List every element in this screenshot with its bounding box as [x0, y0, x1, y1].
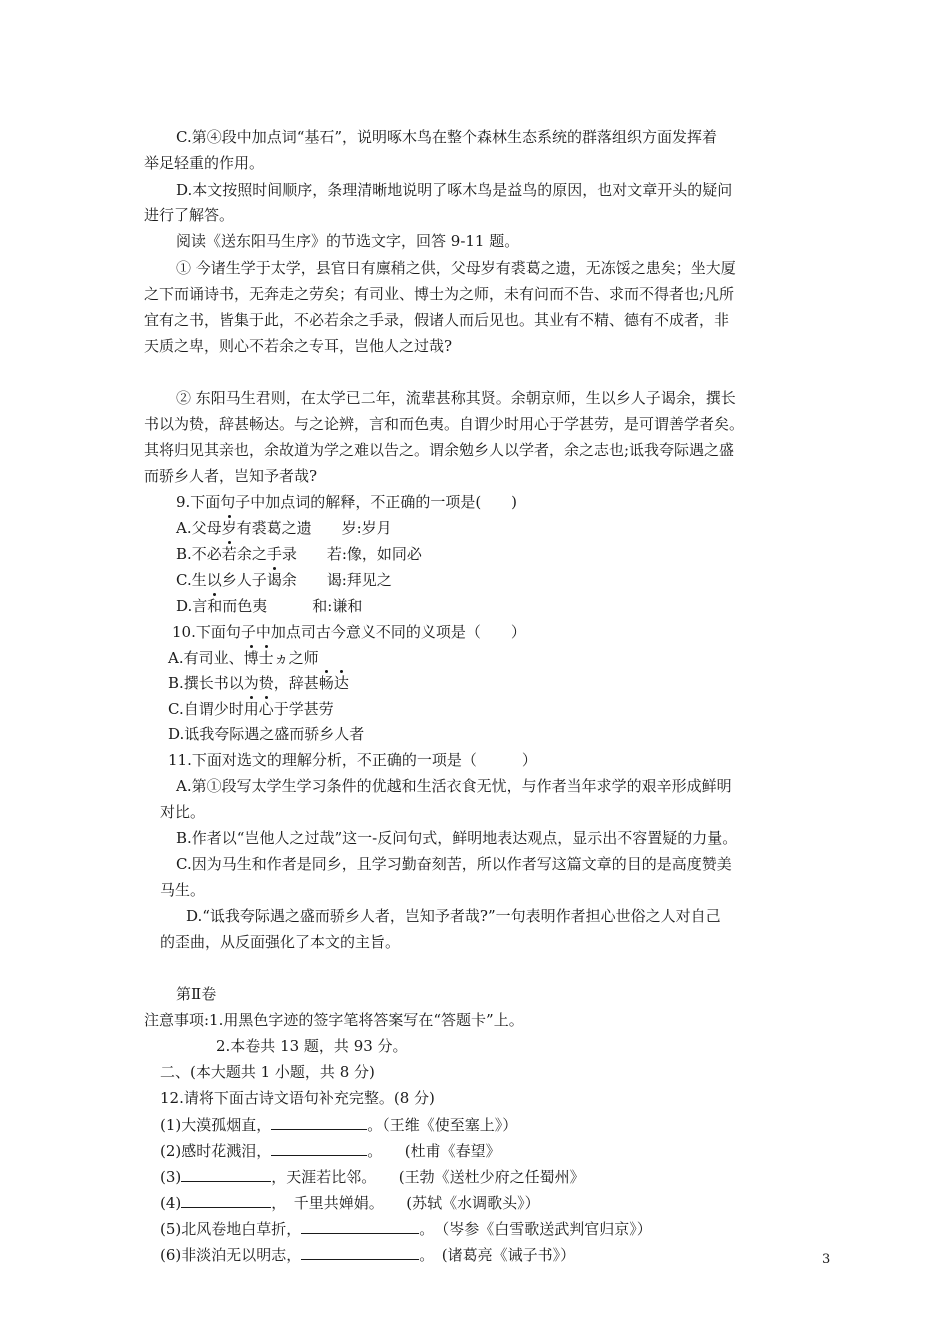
q9-option-a: A.父母岁有裘葛之遗 岁:岁月 [176, 519, 392, 537]
q10-option-b: B.撰长书以为贽，辞甚畅达 [168, 674, 349, 692]
q11-option-a-line1: A.第①段写太学生学习条件的优越和生活衣食无忧，与作者当年求学的艰辛形成鲜明 [176, 777, 732, 795]
page-number: 3 [822, 1252, 831, 1267]
q9-option-b: B.不必若余之手录 若:像，如同必 [176, 545, 422, 563]
q10-option-a: A.有司业、博士ヵ之师 [168, 649, 319, 667]
answer-blank-2[interactable] [271, 1140, 367, 1156]
q12-line-4: (4) ， 千里共婵娟。 (苏轼《水调歌头》） [160, 1194, 540, 1212]
passage-para2-line3: 其将归见其亲也，余故道为学之难以告之。谓余勉乡人以学者，余之志也;诋我夸际遇之盛 [144, 441, 735, 459]
q10-option-c: C.自谓少时用心于学甚劳 [168, 700, 334, 718]
q12-line-5: (5)北风卷地白草折， 。 （岑参《白雪歌送武判官归京》） [160, 1220, 652, 1238]
answer-blank-3[interactable] [181, 1166, 271, 1182]
q9-stem: 9.下面句子中加点词的解释，不正确的一项是( ) [176, 493, 518, 511]
q10-stem: 10.下面句子中加点司古今意义不同的义项是（ ） [172, 623, 526, 641]
passage-para2-line1: ② 东阳马生君则，在太学已二年，流辈甚称其贤。余朝京师，生以乡人子谒余，撰长 [176, 389, 736, 407]
q11-option-d-line1: D.“诋我夸际遇之盛而骄乡人者，岂知予者哉?”一句表明作者担心世俗之人对自己 [186, 907, 721, 925]
passage-para1-line3: 宜有之书，皆集于此，不必若余之手录，假诸人而后见也。其业有不精、德有不成者，非 [144, 311, 730, 329]
q11-option-c-line2: 马生。 [160, 881, 206, 899]
reading-intro: 阅读《送东阳马生序》的节选文字，回答 9-11 题。 [176, 232, 520, 250]
passage-para1-line4: 天质之卑，则心不若余之专耳，岂他人之过哉? [144, 337, 453, 355]
q11-option-b: B.作者以“岂他人之过哉”这一-反问句式，鲜明地表达观点，显示出不容置疑的力量。 [176, 829, 738, 847]
answer-blank-1[interactable] [271, 1114, 367, 1130]
part2-note-1: 注意事项:1.用黑色字迹的签字笔将答案写在“答题卡”上。 [144, 1011, 524, 1029]
answer-blank-6[interactable] [301, 1244, 419, 1260]
q8-option-c-line1: C.第④段中加点词“基石”，说明啄木鸟在整个森林生态系统的群落组织方面发挥着 [176, 128, 718, 146]
q8-option-d-line1: D.本文按照时间顺序，条理清晰地说明了啄木鸟是益鸟的原因，也对文章开头的疑问 [176, 181, 733, 199]
q12-line-3: (3) ，天涯若比邻。 (王勃《送杜少府之任蜀州》 [160, 1168, 585, 1186]
passage-para2-line4: 而骄乡人者，岂知予者哉? [144, 467, 318, 485]
q9-option-c: C.生以乡人子谒余 谒:拜见之 [176, 571, 392, 589]
passage-para1-line1: ① 今诸生学于太学，县官日有廪稍之供，父母岁有裘葛之遗，无冻馁之患矣；坐大厦 [176, 259, 736, 277]
q12-stem: 12.请将下面古诗文语句补充完整。(8 分) [160, 1089, 435, 1107]
q11-option-d-line2: 的歪曲，从反面强化了本文的主旨。 [160, 933, 401, 951]
q8-option-c-line2: 举足轻重的作用。 [144, 154, 265, 172]
q12-line-1: (1)大漠孤烟直， 。（王维《使至塞上》） [160, 1116, 518, 1134]
part2-note-2: 2.本卷共 13 题，共 93 分。 [216, 1037, 408, 1055]
q11-option-a-line2: 对比。 [160, 803, 206, 821]
passage-para1-line2: 之下而诵诗书，无奔走之劳矣；有司业、博士为之师，未有问而不告、求而不得者也;凡所 [144, 285, 735, 303]
q12-line-6: (6)非淡泊无以明志， 。 (诸葛亮《诫子书》） [160, 1246, 576, 1264]
q12-line-2: (2)感时花溅泪， 。 (杜甫《春望》 [160, 1142, 501, 1160]
part2-title: 第Ⅱ卷 [176, 985, 217, 1003]
q10-option-d: D.诋我夸际遇之盛而骄乡人者 [168, 725, 365, 743]
q8-option-d-line2: 进行了解答。 [144, 206, 235, 224]
answer-blank-4[interactable] [181, 1192, 271, 1208]
q11-option-c-line1: C.因为马生和作者是同乡，且学习勤奋刻苦，所以作者写这篇文章的目的是高度赞美 [176, 855, 732, 873]
section-heading: 二、(本大题共 1 小题，共 8 分) [160, 1063, 375, 1081]
q11-stem: 11.下面对选文的理解分析，不正确的一项是（ ） [168, 751, 537, 769]
answer-blank-5[interactable] [301, 1218, 419, 1234]
passage-para2-line2: 书以为贽，辞甚畅达。与之论辨，言和而色夷。自谓少时用心于学甚劳，是可谓善学者矣。 [144, 415, 745, 433]
q9-option-d: D.言和而色夷 和:谦和 [176, 597, 363, 615]
